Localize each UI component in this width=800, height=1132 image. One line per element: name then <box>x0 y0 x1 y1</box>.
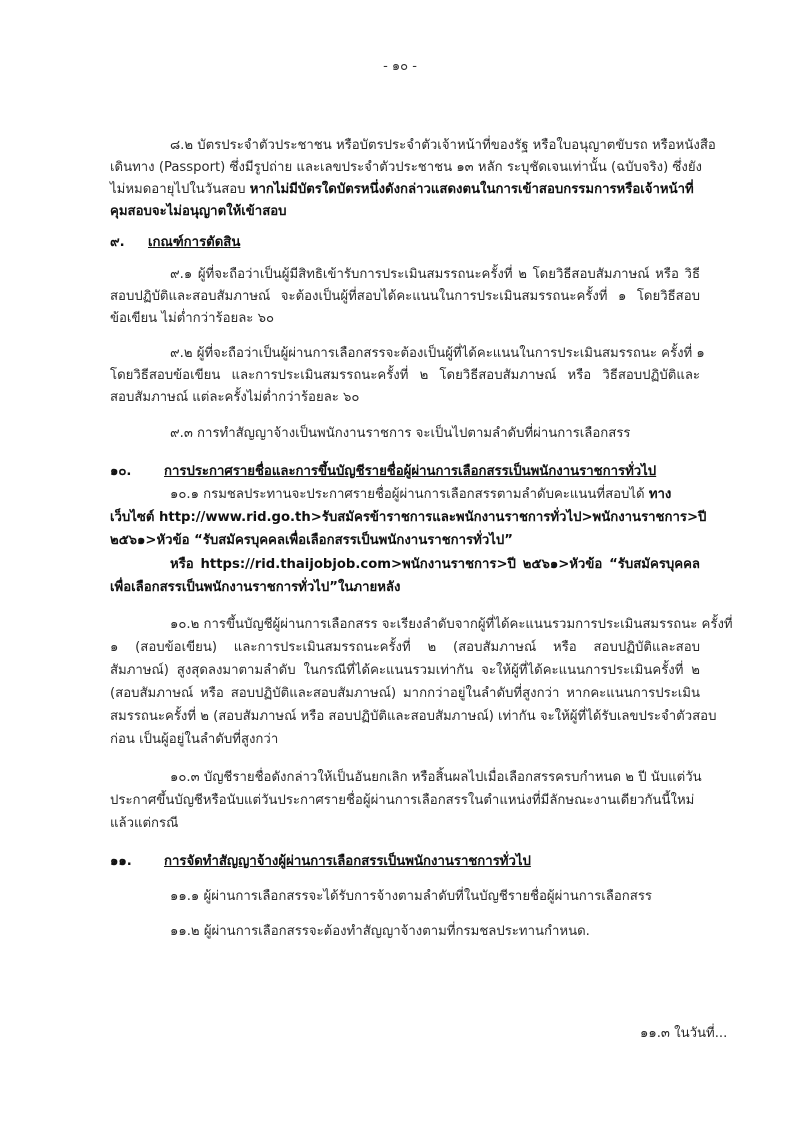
paragraph-line: (สอบสัมภาษณ์ หรือ สอบปฏิบัติและสอบสัมภาษณ์) มากกว่าอยู่ในลำดับที่สูงกว่า หากคะแนนการประเมิน <box>110 686 700 701</box>
paragraph-line: โดยวิธีสอบข้อเขียน และการประเมินสมรรถนะครั้งที่ ๒ โดยวิธีสอบสัมภาษณ์ หรือ วิธีสอบปฏิบัติและ <box>110 368 700 383</box>
paragraph-line: ประกาศขึ้นบัญชีหรือนับแต่วันประกาศรายชื่อผู้ผ่านการเลือกสรรในตำแหน่งที่มีลักษณะงานเดียวกันนี้ใหม่ <box>110 793 695 808</box>
paragraph-line: เดินทาง (Passport) ซึ่งมีรูปถ่าย และเลขประจำตัวประชาชน ๑๓ หลัก ระบุชัดเจนเท่านั้น (ฉบับจริง) ซึ่งยัง <box>110 160 702 175</box>
paragraph-line: สอบปฏิบัติและสอบสัมภาษณ์ จะต้องเป็นผู้ที่สอบได้คะแนนในการประเมินสมรรถนะครั้งที่ ๑ โดยวิธีสอบ <box>110 289 700 304</box>
paragraph-line: ๑๑.๒ ผู้ผ่านการเลือกสรรจะต้องทำสัญญาจ้างตามที่กรมชลประทานกำหนด. <box>170 924 590 939</box>
paragraph-line: ๑ (สอบข้อเขียน) และการประเมินสมรรถนะครั้งที่ ๒ (สอบสัมภาษณ์ หรือ สอบปฏิบัติและสอบ <box>110 640 700 655</box>
section-title: เกณฑ์การตัดสิน <box>148 235 241 250</box>
continuation-note: ๑๑.๓ ในวันที่... <box>640 1026 728 1041</box>
paragraph-line: สัมภาษณ์) สูงสุดลงมาตามลำดับ ในกรณีที่ได้คะแนนรวมเท่ากัน จะให้ผู้ที่ได้คะแนนการประเมินครั้งที่ ๒ <box>110 663 700 678</box>
paragraph-bold-line: ๒๕๖๑>หัวข้อ “รับสมัครบุคคลเพื่อเลือกสรรเป็นพนักงานราชการทั่วไป” <box>110 533 513 548</box>
paragraph-line: ๙.๑ ผู้ที่จะถือว่าเป็นผู้มีสิทธิเข้ารับการประเมินสมรรถนะครั้งที่ ๒ โดยวิธีสอบสัมภาษณ์ หรือ วิธี <box>170 267 700 282</box>
section-heading <box>110 852 531 872</box>
section-title: การจัดทำสัญญาจ้างผู้ผ่านการเลือกสรรเป็นพนักงานราชการทั่วไป <box>164 854 531 869</box>
paragraph-line: ๙.๓ การทำสัญญาจ้างเป็นพนักงานราชการ จะเป็นไปตามลำดับที่ผ่านการเลือกสรร <box>170 426 631 441</box>
section-number: ๑๐. <box>110 464 132 479</box>
section-title: การประกาศรายชื่อและการขึ้นบัญชีรายชื่อผู้ผ่านการเลือกสรรเป็นพนักงานราชการทั่วไป <box>164 464 657 479</box>
section-number: ๑๑. <box>110 854 132 869</box>
paragraph-line: ก่อน เป็นผู้อยู่ในลำดับที่สูงกว่า <box>110 732 279 747</box>
paragraph-bold-text: หากไม่มีบัตรใดบัตรหนึ่งดังกล่าวแสดงตนในการเข้าสอบกรรมการหรือเจ้าหน้าที่ <box>249 182 694 197</box>
paragraph-bold-line: เว็บไซต์ http://www.rid.go.th>รับสมัครข้าราชการและพนักงานราชการทั่วไป>พนักงานราชการ>ปี <box>110 510 707 525</box>
paragraph-line: ๘.๒ บัตรประจำตัวประชาชน หรือบัตรประจำตัวเจ้าหน้าที่ของรัฐ หรือใบอนุญาตขับรถ หรือหนังสือ <box>170 138 716 153</box>
paragraph-text: ๑๐.๑ กรมชลประทานจะประกาศรายชื่อผู้ผ่านการเลือกสรรตามลำดับคะแนนที่สอบได้ <box>170 487 649 502</box>
section-heading <box>110 233 240 253</box>
paragraph-line: สอบสัมภาษณ์ แต่ละครั้งไม่ต่ำกว่าร้อยละ ๖๐ <box>110 390 360 405</box>
paragraph-line: ๑๐.๒ การขึ้นบัญชีผู้ผ่านการเลือกสรร จะเรียงลำดับจากผู้ที่ได้คะแนนรวมการประเมินสมรรถนะ ครั้งที่ <box>170 617 733 632</box>
paragraph-line: แล้วแต่กรณี <box>110 816 179 831</box>
paragraph-bold-line: หรือ https://rid.thaijobjob.com>พนักงานราชการ>ปี ๒๕๖๑>หัวข้อ “รับสมัครบุคคล <box>170 557 700 572</box>
paragraph-line <box>170 485 671 505</box>
paragraph-bold-line: คุมสอบจะไม่อนุญาตให้เข้าสอบ <box>110 204 287 219</box>
section-number: ๙. <box>110 235 125 250</box>
paragraph-text: ไม่หมดอายุไปในวันสอบ <box>110 182 250 197</box>
page-number: - ๑๐ - <box>383 59 417 74</box>
paragraph-bold-text: ทาง <box>648 487 672 502</box>
paragraph-line <box>110 180 694 200</box>
paragraph-line: สมรรถนะครั้งที่ ๒ (สอบสัมภาษณ์ หรือ สอบปฏิบัติและสอบสัมภาษณ์) เท่ากัน จะให้ผู้ที่ได้รับเลขประจำตัวสอบ <box>110 709 717 724</box>
paragraph-bold-line: เพื่อเลือกสรรเป็นพนักงานราชการทั่วไป”ในภายหลัง <box>110 580 401 595</box>
paragraph-line: ๑๐.๓ บัญชีรายชื่อดังกล่าวให้เป็นอันยกเลิก หรือสิ้นผลไปเมื่อเลือกสรรครบกำหนด ๒ ปี นับแต่วัน <box>170 770 702 785</box>
section-heading <box>110 462 656 482</box>
paragraph-line: ๙.๒ ผู้ที่จะถือว่าเป็นผู้ผ่านการเลือกสรรจะต้องเป็นผู้ที่ได้คะแนนในการประเมินสมรรถนะ ครั้งที่ ๑ <box>170 346 705 361</box>
paragraph-line: ๑๑.๑ ผู้ผ่านการเลือกสรรจะได้รับการจ้างตามลำดับที่ในบัญชีรายชื่อผู้ผ่านการเลือกสรร <box>170 889 652 904</box>
paragraph-line: ข้อเขียน ไม่ต่ำกว่าร้อยละ ๖๐ <box>110 311 274 326</box>
